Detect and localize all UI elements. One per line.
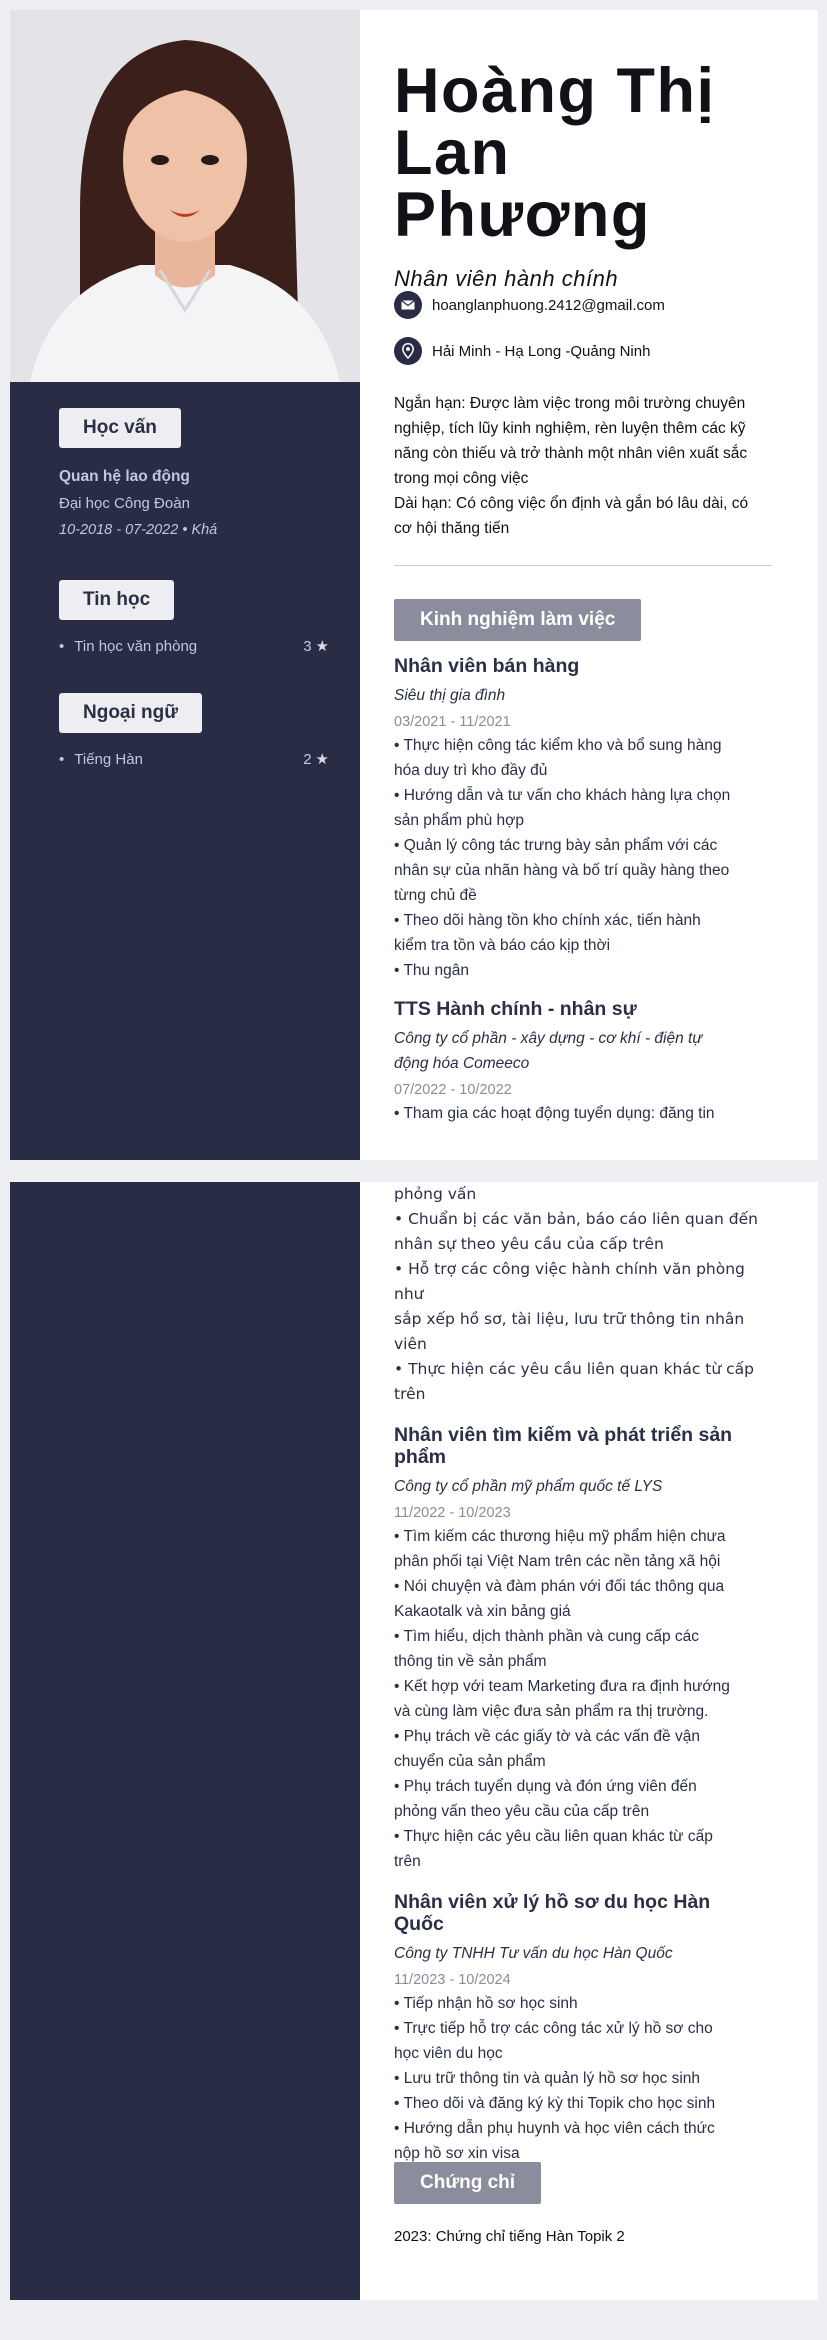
job-entry-duty: • Tham gia các hoạt động tuyển dụng: đăng tin <box>394 1105 715 1122</box>
education-major: Quan hệ lao động <box>59 468 190 485</box>
job-entry-date: 03/2021 - 11/2021 <box>394 714 511 730</box>
email-text: hoanglanphuong.2412@gmail.com <box>432 296 665 314</box>
languages-heading: Ngoại ngữ <box>59 693 202 733</box>
job-entry-title: Nhân viên tìm kiếm và phát triển sản phẩm <box>394 1424 733 1468</box>
email-icon <box>394 291 422 319</box>
job-entry-company: Công ty cổ phần - xây dựng - cơ khí - điện tự động hóa Comeeco <box>394 1030 703 1072</box>
sidebar <box>10 10 360 1160</box>
education-period-grade: 10-2018 - 07-2022 • Khá <box>59 522 218 538</box>
cv-page-1 <box>10 10 818 1160</box>
cv-page-2 <box>10 1182 818 2300</box>
star-icon: ★ <box>315 751 329 768</box>
job-entry-title: Nhân viên bán hàng <box>394 655 580 677</box>
job-entry-company: Công ty cổ phần mỹ phẩm quốc tế LYS <box>394 1478 663 1495</box>
profile-photo <box>10 10 360 382</box>
job-title: Nhân viên hành chính <box>394 266 619 291</box>
job-entry-title: Nhân viên xử lý hồ sơ du học Hàn Quốc <box>394 1891 711 1935</box>
education-section <box>59 408 329 538</box>
contact-list <box>394 275 772 365</box>
job-entry-title: TTS Hành chính - nhân sự <box>394 998 637 1020</box>
job-entry-duties: • Thực hiện công tác kiểm kho và bổ sung hàng hóa duy trì kho đầy đủ • Hướng dẫn và tư vấn cho khách hàng lựa chọn sản phẩm phù hợp • Quản lý công tác trưng bày sản phẩm với các nhân sự của nhãn hàng và bố trí quầy hàng theo từng chủ đề • Theo dõi hàng tồn kho chính xác, tiến hành kiểm tra tồn và báo cáo kịp thời • Thu ngân <box>394 737 731 979</box>
job-entry-company: Siêu thị gia đình <box>394 687 506 704</box>
job-entry <box>394 998 772 1126</box>
computing-section <box>59 580 329 655</box>
job-entry-date: 11/2022 - 10/2023 <box>394 1505 511 1521</box>
address-text: Hải Minh - Hạ Long -Quảng Ninh <box>432 342 651 360</box>
email-contact[interactable] <box>394 291 772 319</box>
certificates-heading: Chứng chỉ <box>394 2162 541 2204</box>
job-entry-date: 07/2022 - 10/2022 <box>394 1082 512 1098</box>
skill-rating: 2 ★ <box>303 751 329 768</box>
sidebar <box>10 1182 360 2300</box>
job-entry-duties: phỏng vấn • Chuẩn bị các văn bản, báo cáo liên quan đến nhân sự theo yêu cầu của cấp trên • Hỗ trợ các công việc hành chính văn phòng như sắp xếp hồ sơ, tài liệu, lưu trữ thông tin nhân viên • Thực hiện các yêu cầu liên quan khác từ cấp trên <box>394 1185 758 1403</box>
education-university: Đại học Công Đoàn <box>59 495 190 512</box>
skill-name: • Tiếng Hàn <box>59 751 143 768</box>
languages-section <box>59 693 329 768</box>
job-entry <box>394 1891 772 2166</box>
job-entry-date: 11/2023 - 10/2024 <box>394 1972 511 1988</box>
skill-name: • Tin học văn phòng <box>59 638 197 655</box>
skill-row <box>59 750 329 768</box>
experience-heading: Kinh nghiệm làm việc <box>394 599 641 641</box>
job-entry-company: Công ty TNHH Tư vấn du học Hàn Quốc <box>394 1945 673 1962</box>
experience-section <box>394 599 772 1126</box>
education-heading: Học vấn <box>59 408 181 448</box>
full-name: Hoàng Thị Lan Phương <box>394 56 716 250</box>
job-entry <box>394 655 772 983</box>
divider <box>394 565 772 566</box>
skill-rating: 3 ★ <box>303 638 329 655</box>
career-objective: Ngắn hạn: Được làm việc trong môi trường chuyên nghiệp, tích lũy kinh nghiệm, rèn luyện thêm các kỹ năng còn thiếu và trở thành một nhân viên xuất sắc trong mọi công việc Dài hạn: Có công việc ổn định và gắn bó lâu dài, có cơ hội thăng tiến <box>394 395 749 537</box>
address-contact <box>394 337 772 365</box>
header <box>394 56 772 292</box>
location-pin-icon <box>394 337 422 365</box>
job-entry-duties: • Tiếp nhận hồ sơ học sinh • Trực tiếp hỗ trợ các công tác xử lý hồ sơ cho học viên du học • Lưu trữ thông tin và quản lý hồ sơ học sinh • Theo dõi và đăng ký kỳ thi Topik cho học sinh • Hướng dẫn phụ huynh và học viên cách thức nộp hồ sơ xin visa <box>394 1995 716 2162</box>
certificates-section <box>394 2162 772 2245</box>
computing-heading: Tin học <box>59 580 174 620</box>
job-entry-duties: • Tìm kiếm các thương hiệu mỹ phẩm hiện chưa phân phối tại Việt Nam trên các nền tảng xã hội • Nói chuyện và đàm phán với đối tác thông qua Kakaotalk và xin bảng giá • Tìm hiểu, dịch thành phần và cung cấp các thông tin về sản phẩm • Kết hợp với team Marketing đưa ra định hướng và cùng làm việc đưa sản phẩm ra thị trường. • Phụ trách về các giấy tờ và các vấn đề vận chuyển của sản phẩm • Phụ trách tuyển dụng và đón ứng viên đến phỏng vấn theo yêu cầu của cấp trên • Thực hiện các yêu cầu liên quan khác từ cấp trên <box>394 1528 730 1870</box>
experience-continued <box>394 1182 772 2166</box>
job-entry <box>394 1424 772 1874</box>
star-icon: ★ <box>315 638 329 655</box>
skill-row <box>59 637 329 655</box>
certificate-item: 2023: Chứng chỉ tiếng Hàn Topik 2 <box>394 2228 625 2245</box>
